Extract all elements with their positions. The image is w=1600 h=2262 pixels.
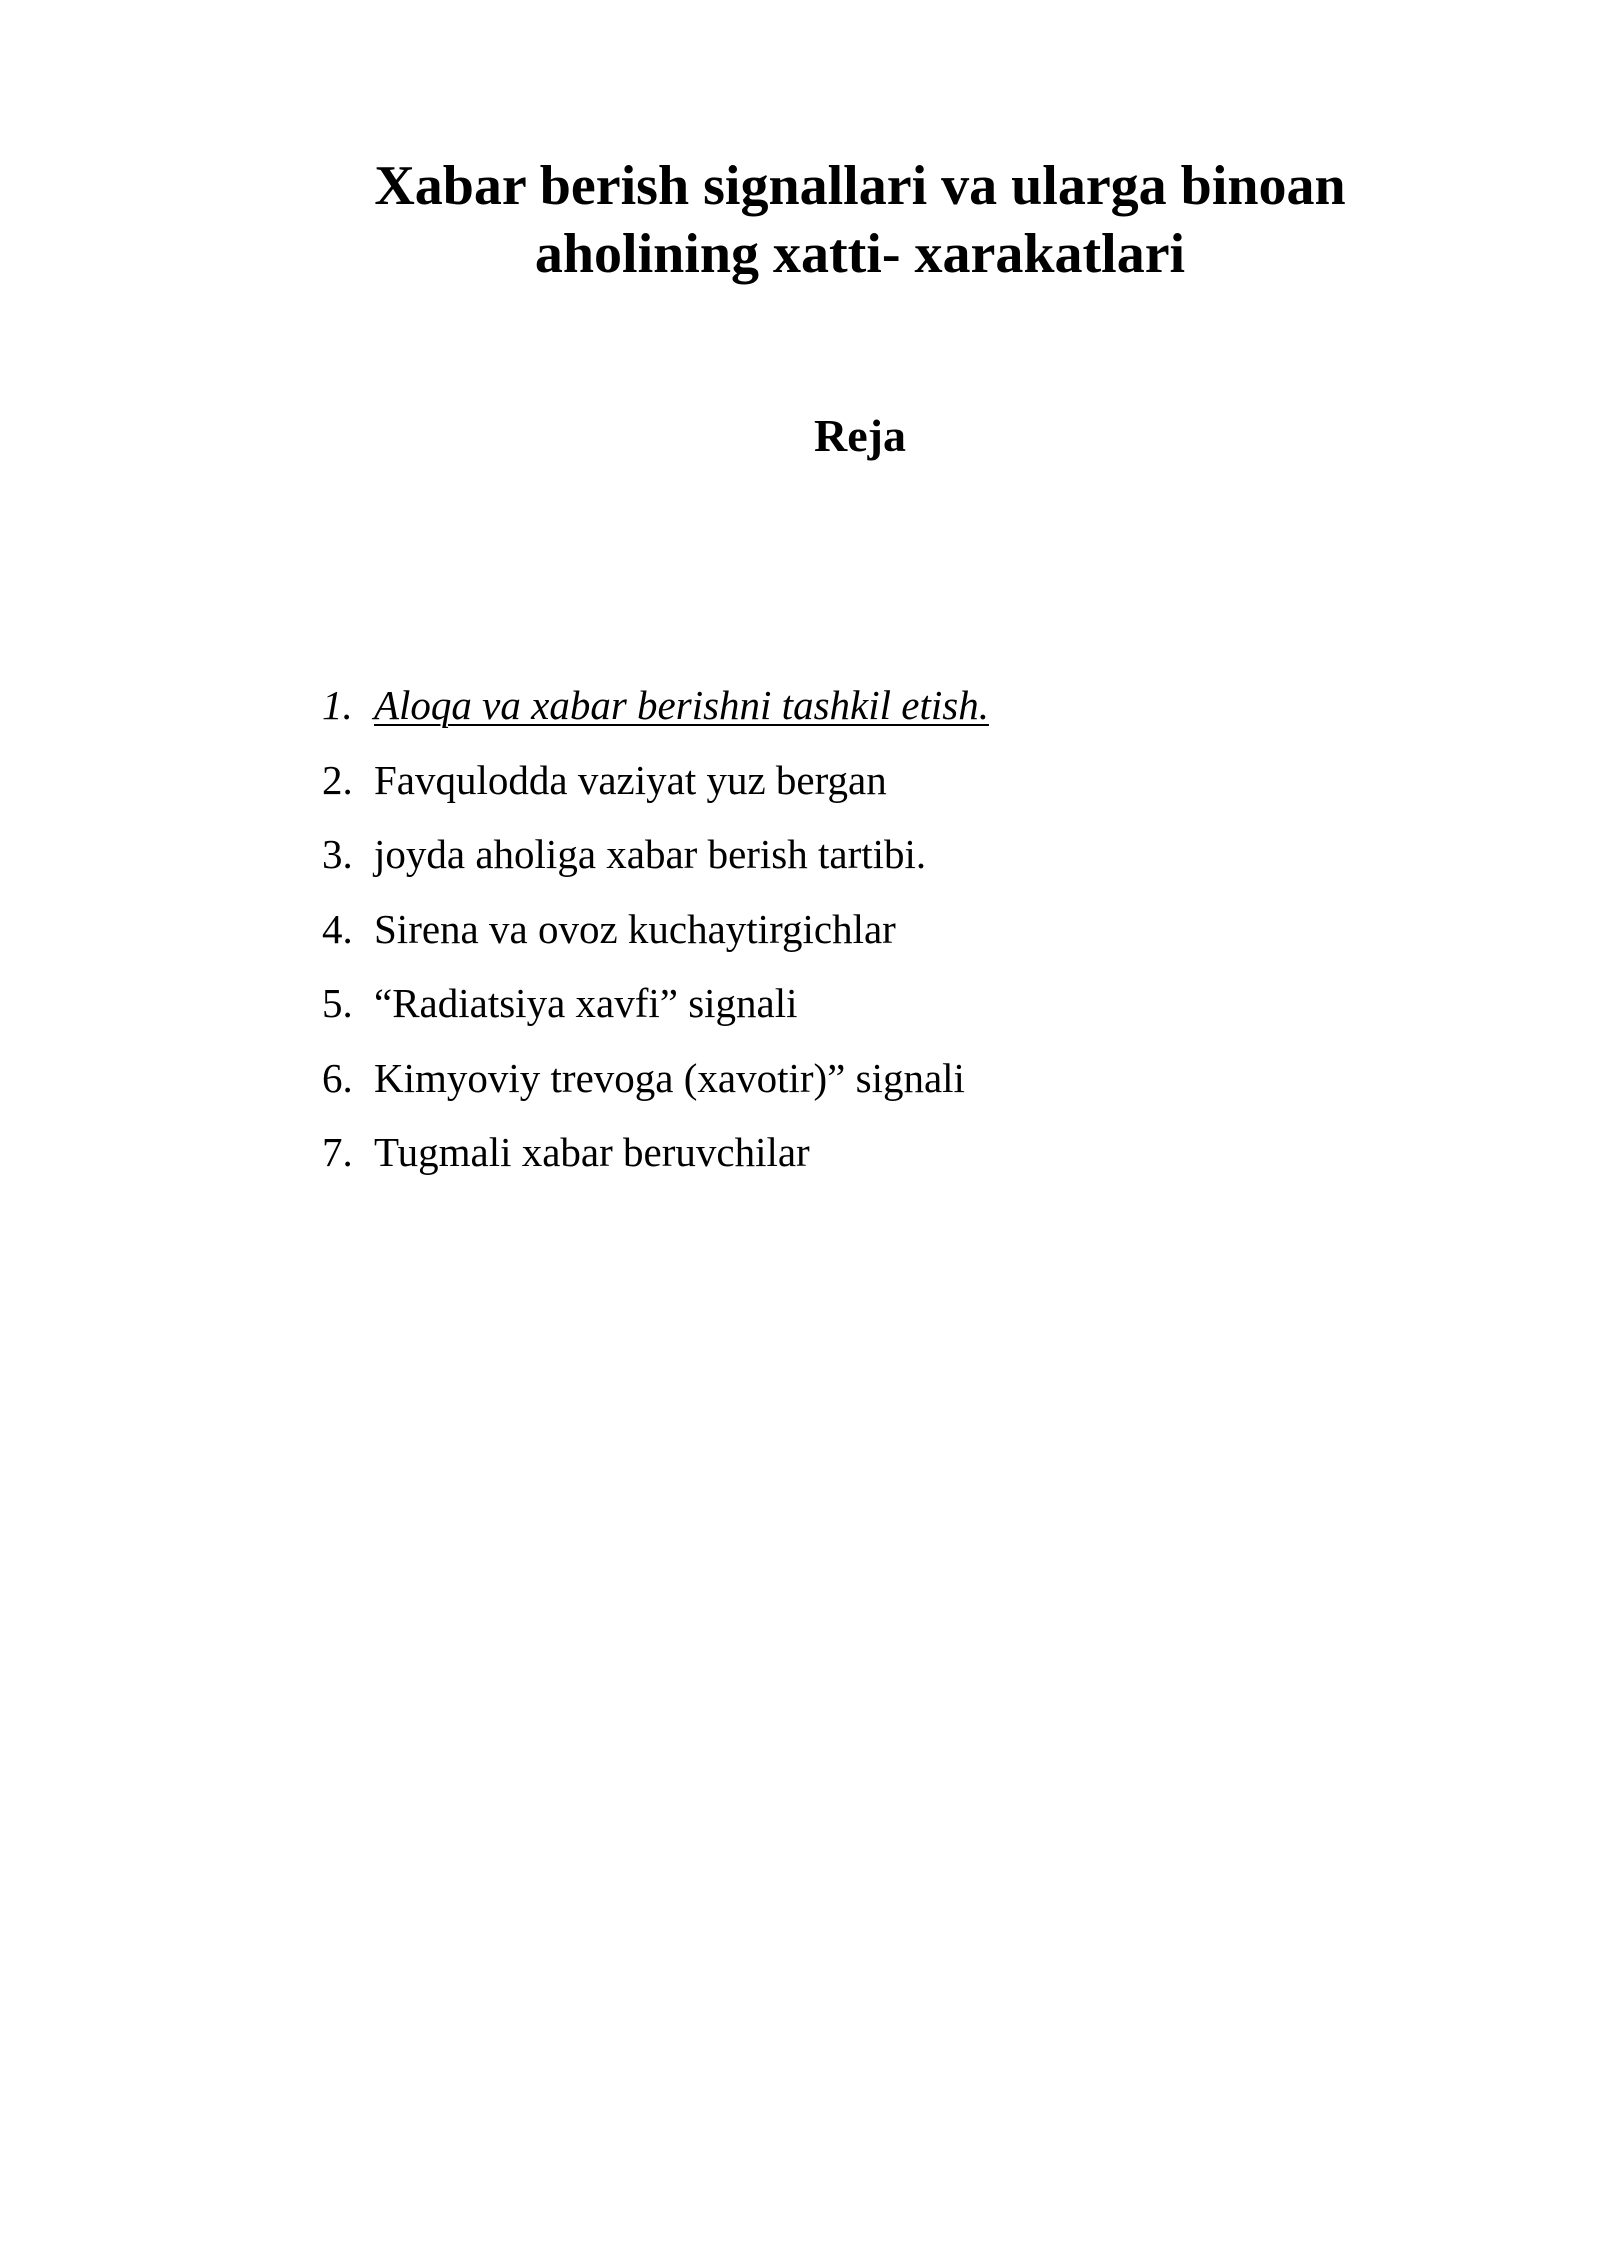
plan-item [322,680,989,755]
plan-item-number: 4. [322,905,353,952]
plan-item-text: Tugmali xabar beruvchilar [374,1129,810,1175]
plan-item-text: joyda aholiga xabar berish tartibi. [374,831,927,877]
plan-item [322,904,989,979]
plan-list [322,680,989,1202]
plan-item [322,1127,989,1202]
plan-item-number: 5. [322,980,353,1026]
plan-item-text: Aloqa va xabar berishni tashkil etish. [374,682,989,728]
title-line-1: Xabar berish signallari va ularga binoan [374,155,1346,217]
plan-item-text: Kimyoviy trevoga (xavotir)” signali [374,1054,965,1101]
plan-item [322,755,989,830]
plan-item [322,978,989,1053]
plan-item-text: “Radiatsiya xavfi” signali [374,980,798,1026]
plan-item [322,829,989,904]
plan-item-number: 6. [322,1054,353,1101]
plan-item-number: 1. [322,682,353,728]
plan-item-number: 2. [322,756,353,803]
plan-item-text: Sirena va ovoz kuchaytirgichlar [374,905,896,952]
plan-item-number: 7. [322,1129,353,1175]
plan-item [322,1053,989,1128]
plan-item-text: Favqulodda vaziyat yuz bergan [374,756,887,803]
title-line-2: aholining xatti- xarakatlari [534,223,1186,285]
plan-item-number: 3. [322,831,353,877]
document-title [320,152,1400,288]
plan-heading: Reja [814,410,906,461]
